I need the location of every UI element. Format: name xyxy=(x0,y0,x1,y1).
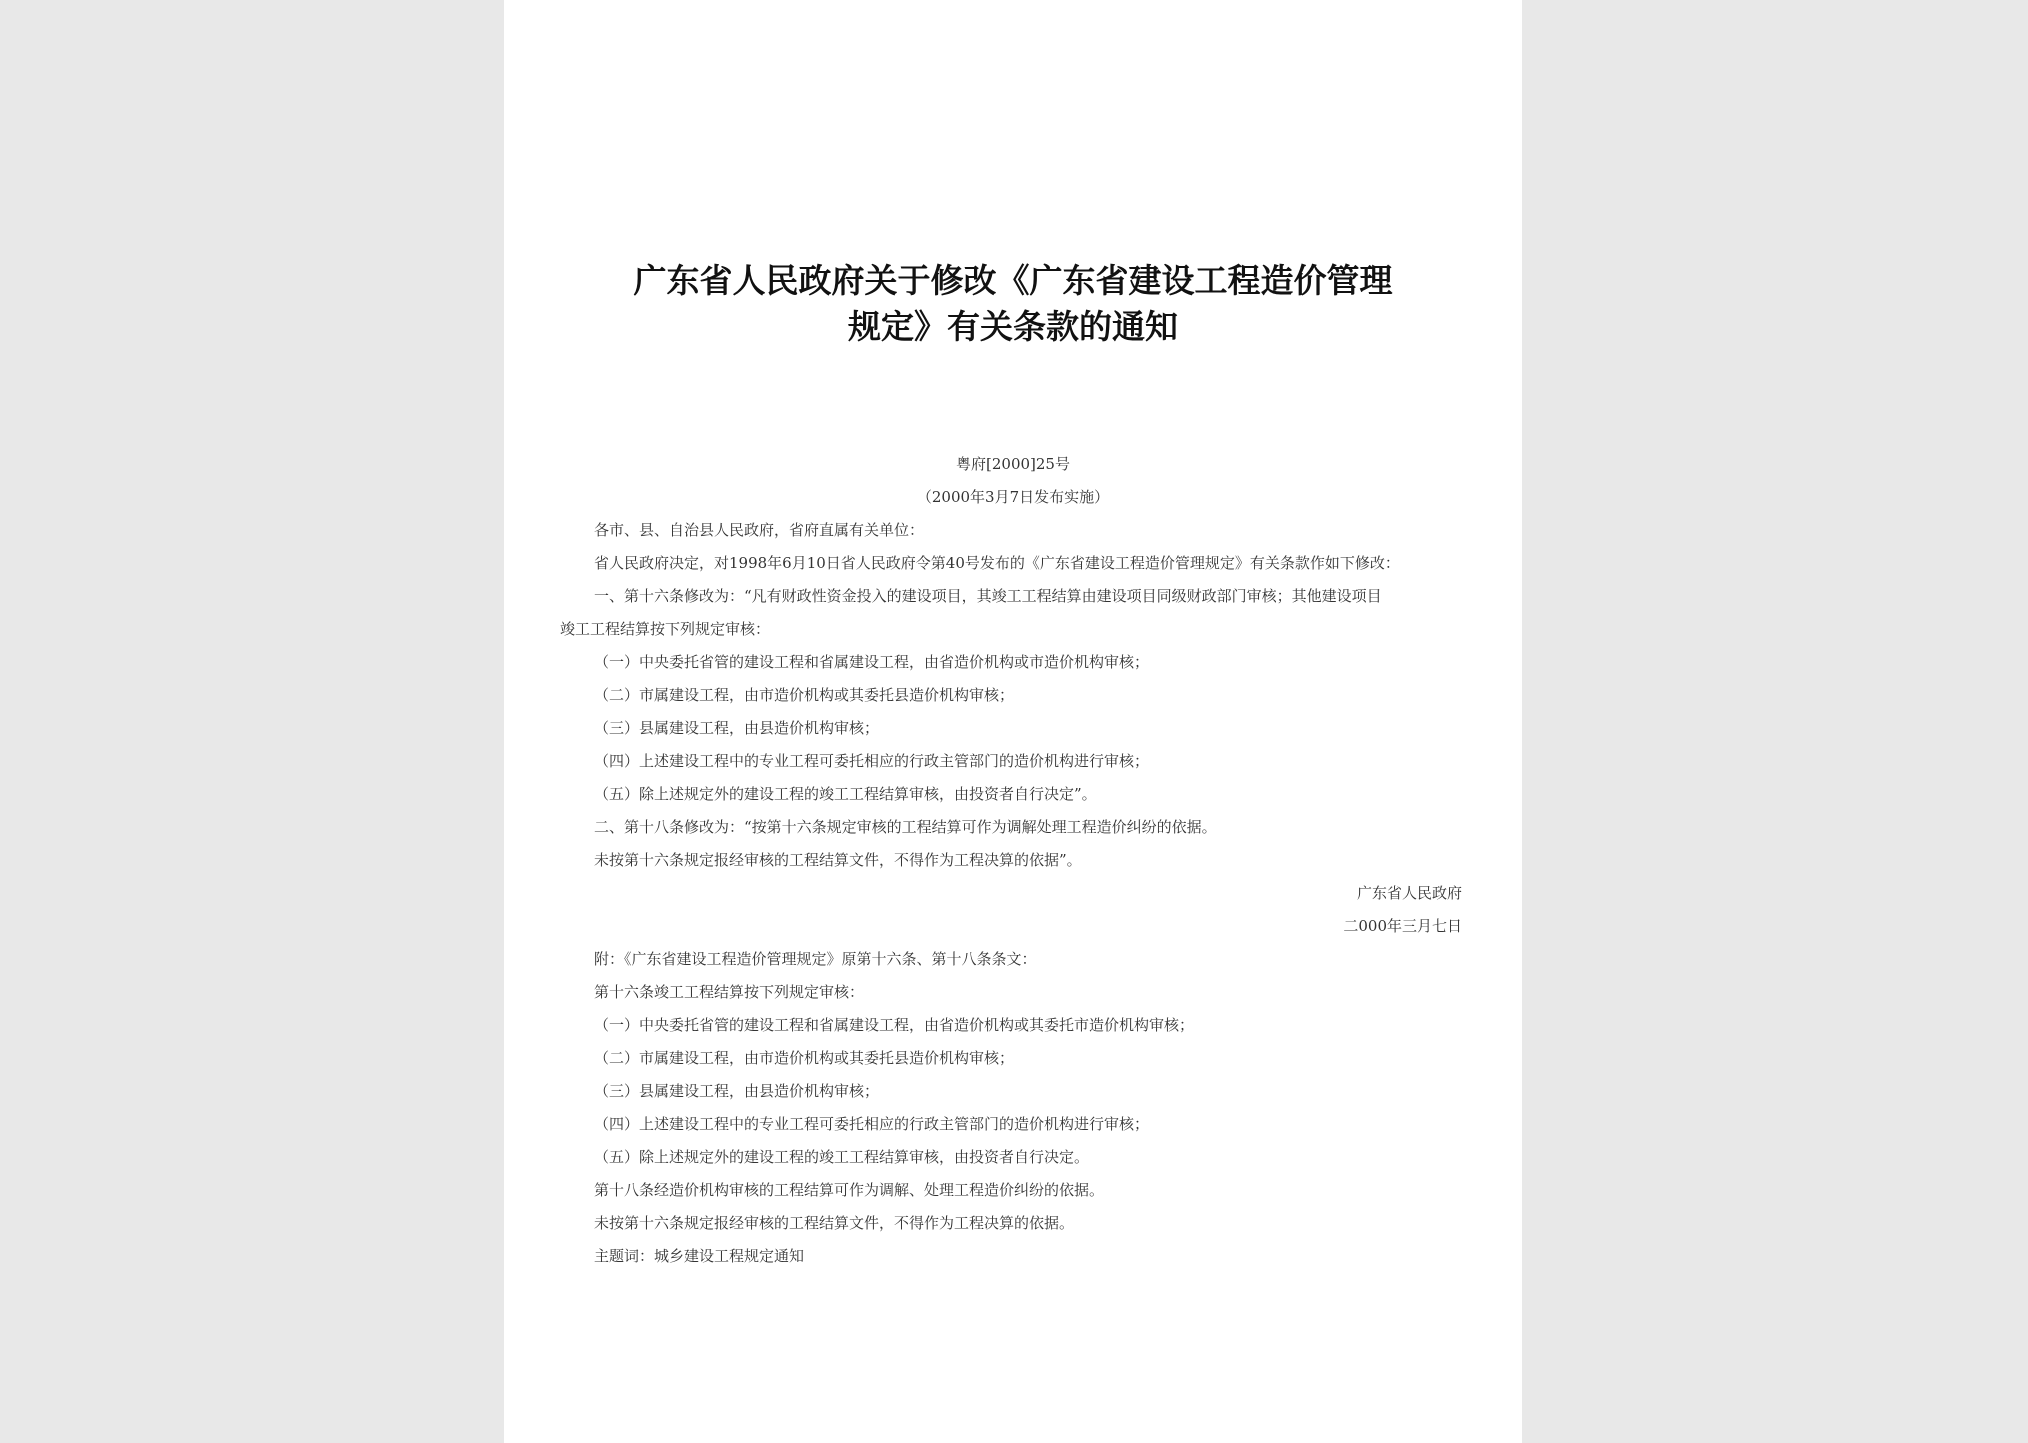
title-line-2: 规定》有关条款的通知 xyxy=(848,307,1178,346)
item-2-line-b: 未按第十六条规定报经审核的工程结算文件，不得作为工程决算的依据”。 xyxy=(594,851,1082,869)
item-2-line-a: 二、第十八条修改为：“按第十六条规定审核的工程结算可作为调解处理工程造价纠纷的依据。 xyxy=(594,818,1217,836)
appendix-clause-item: （三）县属建设工程，由县造价机构审核； xyxy=(594,1082,880,1100)
signature: 广东省人民政府 xyxy=(1356,884,1462,902)
doc-number: 粤府[2000]25号 xyxy=(956,455,1070,473)
clause-item: （一）中央委托省管的建设工程和省属建设工程，由省造价机构或市造价机构审核； xyxy=(594,653,1150,671)
item-1-line-a: 一、第十六条修改为：“凡有财政性资金投入的建设项目，其竣工工程结算由建设项目同级财政部门审核；其他建设项目 xyxy=(594,587,1382,605)
appendix-article-18-b: 未按第十六条规定报经审核的工程结算文件，不得作为工程决算的依据。 xyxy=(594,1214,1075,1232)
intro-paragraph: 省人民政府决定，对1998年6月10日省人民政府令第40号发布的《广东省建设工程造价管理规定》有关条款作如下修改： xyxy=(594,554,1400,572)
clause-item: （五）除上述规定外的建设工程的竣工工程结算审核，由投资者自行决定”。 xyxy=(594,785,1097,803)
document-title xyxy=(580,258,1446,350)
appendix-article-18: 第十八条经造价机构审核的工程结算可作为调解、处理工程造价纠纷的依据。 xyxy=(594,1181,1105,1199)
clause-item: （三）县属建设工程，由县造价机构审核； xyxy=(594,719,880,737)
sign-date: 二000年三月七日 xyxy=(1343,917,1462,935)
appendix-clause-item: （四）上述建设工程中的专业工程可委托相应的行政主管部门的造价机构进行审核； xyxy=(594,1115,1150,1133)
clause-item: （四）上述建设工程中的专业工程可委托相应的行政主管部门的造价机构进行审核； xyxy=(594,752,1150,770)
item-1-line-b: 竣工工程结算按下列规定审核： xyxy=(560,620,771,638)
document-page xyxy=(504,0,1522,1443)
issue-note: （2000年3月7日发布实施） xyxy=(916,488,1110,506)
appendix-heading: 附：《广东省建设工程造价管理规定》原第十六条、第十八条条文： xyxy=(594,950,1037,968)
appendix-article-16: 第十六条竣工工程结算按下列规定审核： xyxy=(594,983,865,1001)
appendix-clause-item: （一）中央委托省管的建设工程和省属建设工程，由省造价机构或其委托市造价机构审核； xyxy=(594,1016,1195,1034)
keywords: 主题词：城乡建设工程规定通知 xyxy=(594,1247,805,1265)
appendix-clause-item: （二）市属建设工程，由市造价机构或其委托县造价机构审核； xyxy=(594,1049,1015,1067)
clause-item: （二）市属建设工程，由市造价机构或其委托县造价机构审核； xyxy=(594,686,1015,704)
addressee: 各市、县、自治县人民政府，省府直属有关单位： xyxy=(594,521,925,539)
title-line-1: 广东省人民政府关于修改《广东省建设工程造价管理 xyxy=(633,261,1393,300)
appendix-clause-item: （五）除上述规定外的建设工程的竣工工程结算审核，由投资者自行决定。 xyxy=(594,1148,1090,1166)
